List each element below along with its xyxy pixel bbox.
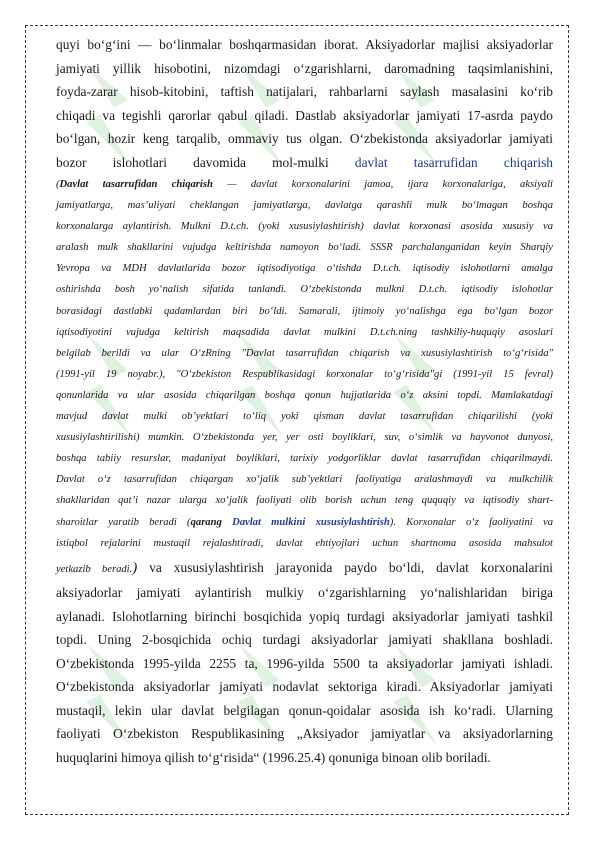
definition-end: yetkazib beradi. [56, 563, 133, 575]
definition-line: borasidagi dastlabki qadamlardan biri bo‘ldi. Samarali, ijtimoiy yo‘nalishga ega bo‘lgan bozor [56, 305, 553, 317]
text-line: bo‘lgan, hozir keng tarqalib, ommaviy tus olgan. O‘zbekistonda aksiyadorlar jamiyati [56, 131, 553, 146]
text-line: foyda-zarar hisob-kitobini, taftish natijalari, rahbarlarni saylash masalasini ko‘rib [56, 84, 553, 99]
text-line: faoliyati O‘zbekiston Respublikasining „Aksiyador jamiyatlar va aksiyadorlarning [56, 726, 553, 742]
definition-line: Davlat o‘z tasarrufidan chiqargan xo‘jalik sub’yektlari faoliyatiga aralashmaydi va mulkchilik [56, 474, 553, 486]
definition-line: istiqbol rejalarini mustaqil rejalashtiradi, davlat ehtiyojlari uchun shartnoma asosida mahsulot [56, 537, 553, 549]
definition-line: iqtisodiyotini vujudga keltirish maqsadida davlat mulkini D.t.ch.ning tashkiliy-huquqiy asoslari [56, 326, 553, 338]
text-line [56, 151, 553, 175]
see-also-label: qarang [190, 516, 222, 528]
link-davlat-mulkini-xususiylashtirish[interactable]: Davlat mulkini xususiylashtirish [232, 516, 390, 528]
definition-line: jamiyatlarga, mas’uliyati cheklangan jamiyatlarga, davlatga qarashli mulk bo‘lmagan boshqa [56, 200, 553, 212]
text-line: huquqlarini himoya qilish to‘g‘risida“ (1996.25.4) qonuniga binoan olib boriladi. [56, 749, 491, 765]
definition-line: mavjud davlat mulki ob’yektlari to‘liq yoki qisman davlat tasarrufidan chiqarilishi (yoki [56, 411, 553, 423]
text-span: ). Korxonalar o‘z faoliyatini va [389, 516, 553, 528]
definition-line: belgilab berildi va ular O‘zRning "Davlat tasarrufidan chiqarish va xususiylashtirish to‘g‘risida" [56, 347, 553, 359]
definition-line: boshqa tabiiy resurslar, madaniyat boyliklari, tarixiy yodgorliklar davlat tasarrufidan chiqarilmaydi. [56, 453, 553, 465]
text-line: aylanadi. Islohotlarning birinchi bosqichida yopiq turdagi aksiyadorlar jamiyati tashkil [56, 608, 553, 624]
text-line: aksiyadorlar jamiyati aylantirish mulkiy o‘zgarishlarning yo‘nalishlaridan biriga [56, 585, 553, 601]
text-line: topdi. Uning 2-bosqichida ochiq turdagi aksiyadorlar jamiyati shakllana boshladi. [56, 632, 553, 648]
text-span: sharoitlar yaratib beradi ( [56, 516, 191, 528]
link-davlat-tasarrufidan-chiqarish[interactable]: davlat tasarrufidan chiqarish [354, 154, 553, 170]
text-span: — davlat korxonalarini jamoa, ijara korxonalariga, aksiyali [212, 179, 553, 190]
definition-line: oshirishda bosh yo‘nalish sifatida tanlandi. O‘zbekistonda mulkni D.t.ch. iqtisodiy islohotlar [56, 284, 553, 296]
definition-line: shakllaridan qat’i nazar ularga xo‘jalik faoliyati olib borish uchun teng ququqiy va iqtisodiy shart- [56, 495, 553, 507]
definition-term: Davlat tasarrufidan chiqarish [59, 179, 213, 190]
definition-line: korxonalarga aylantirish. Mulkni D.t.ch. (yoki xususiylashtirish) davlat korxonasi asosida xususiy va [56, 221, 553, 233]
text-span: va xususiylashtirish jarayonida paydo bo‘ldi, davlat korxonalarini [137, 559, 553, 575]
document-body [56, 33, 553, 769]
definition-line: aralash mulk shakllarini vujudga keltirishda namoyon bo‘ladi. SSSR parchalanganidan keyin Sharqiy [56, 242, 553, 254]
text-line: mustaqil, lekin ular davlat belgilagan qonun-qoidalar asosida ish ko‘radi. Ularning [56, 702, 553, 718]
text-span: bozor islohotlari davomida mol-mulki [56, 154, 329, 170]
definition-line [56, 174, 553, 195]
definition-line: qonunlarida va ular asosida chiqarilgan boshqa qonun hujjatlarida o‘z aksini topdi. Mamlakatdagi [56, 389, 553, 401]
definition-line: Yevropa va MDH davlatlarida bozor iqtisodiyotiga o‘tishda D.t.ch. iqtisodiy islohotlarni amalga [56, 263, 553, 275]
text-line: O‘zbekistonda aksiyadorlar jamiyati nodavlat sektoriga kiradi. Aksiyadorlar jamiyati [56, 679, 553, 695]
text-line: O‘zbekistonda 1995-yilda 2255 ta, 1996-yilda 5500 ta aksiyadorlar jamiyati ishladi. [56, 655, 553, 671]
text-line: jamiyati yillik hisobotini, nizomdagi o‘zgarishlarni, daromadning taqsimlanishini, [56, 60, 553, 76]
definition-line: (1991-yil 19 noyabr.), "O‘zbekiston Respublikasidagi korxonalar to‘g‘risida"gi (1991-yil 15 fevral) [56, 368, 553, 380]
definition-line [56, 512, 553, 533]
definition-line: xususiylashtirilishi) mumkin. O‘zbekistonda yer, yer osti boyliklari, suv, o‘simlik va hayvonot dunyosi, [56, 432, 553, 444]
text-line: quyi bo‘g‘ini — bo‘linmalar boshqarmasidan iborat. Aksiyadorlar majlisi aksiyadorlar [56, 37, 553, 52]
text-line [56, 556, 553, 582]
close-paren: ) [132, 559, 138, 576]
text-line: chiqadi va tegishli qarorlar qabul qiladi. Dastlab aksiyadorlar jamiyati 17-asrda paydo [56, 107, 553, 123]
open-paren: ( [56, 179, 60, 190]
